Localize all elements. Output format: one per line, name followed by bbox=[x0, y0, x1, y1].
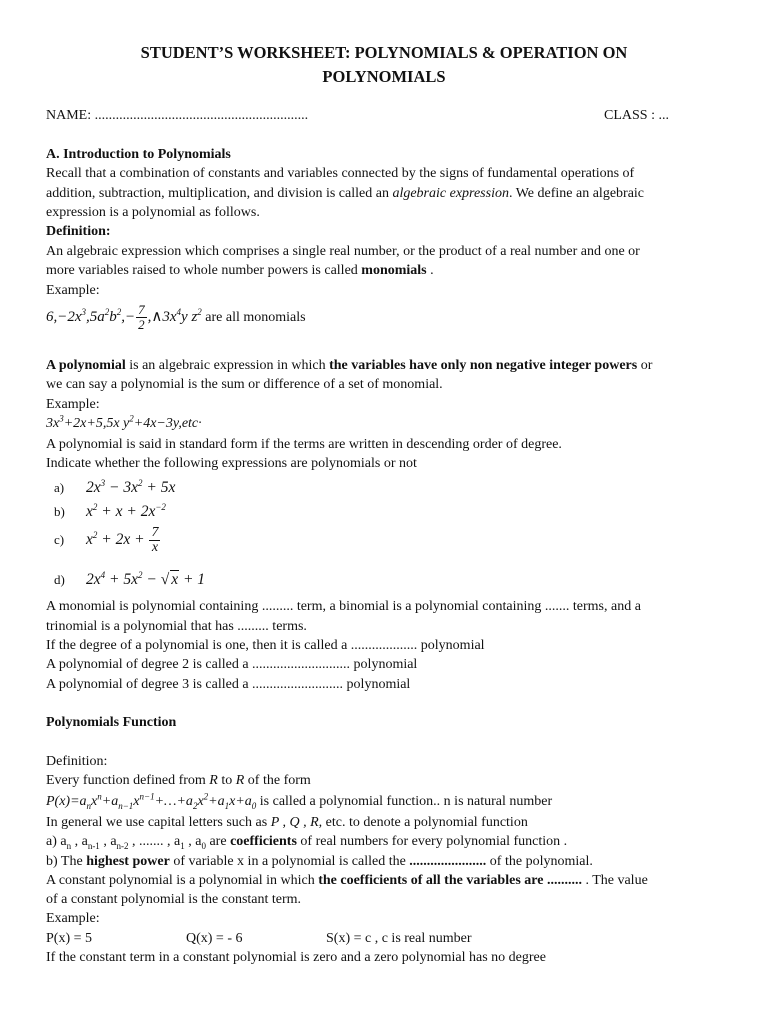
fill-in-text: trinomial is a polynomial that has ......... terms. bbox=[46, 619, 307, 634]
constant-example-q: Q(x) = - 6 bbox=[186, 931, 243, 946]
degree-text: b) The highest power of variable x in a polynomial is called the ...................... of the polynomial. bbox=[46, 854, 593, 869]
fill-in-text: A polynomial of degree 2 is called a ............................ polynomial bbox=[46, 657, 418, 672]
monomial-definition: more variables raised to whole number powers is called monomials . bbox=[46, 263, 434, 278]
polynomial-example: $3x^3+2x+5,5x$ $y^2+4x-3y,etc\cdot$ bbox=[46, 413, 202, 431]
polynomial-function-formula: $P(x)=a_nx^n+a_{n-1}x^{n-1}+\dots+a_2x^2+a_1x+a_0$ is called a polynomial function.. n is natural number bbox=[46, 791, 553, 811]
monomial-examples: $6,-2x^3,5a^2b^2,-$ $\frac{7}{2}$ $,\wedge 3x^4y$ $z^2$ are all monomials bbox=[46, 302, 306, 333]
fill-in-text: A polynomial of degree 3 is called a .......................... polynomial bbox=[46, 677, 411, 692]
polynomial-definition: we can say a polynomial is the sum or difference of a set of monomial. bbox=[46, 377, 443, 392]
function-notation-text: In general we use capital letters such as P , Q , R, etc. to denote a polynomial function bbox=[46, 815, 528, 830]
worksheet-title: STUDENT’S WORKSHEET: POLYNOMIALS & OPERATION ON bbox=[140, 43, 628, 62]
coefficients-text: a) $a_n$ , $a_{n-1}$ , $a_{n-2}$ , ....... , $a_1$ , $a_0$ are coefficients of real numbers for every polynomial function . bbox=[46, 834, 568, 851]
intro-text: addition, subtraction, multiplication, and division is called an algebraic expression. We define an algebraic bbox=[46, 186, 645, 201]
exercise-item: a) $2x^3 - 3x^2 + 5x$ bbox=[54, 477, 176, 496]
constant-polynomial-text: of a constant polynomial is the constant term. bbox=[46, 892, 302, 907]
example-label: Example: bbox=[46, 397, 100, 412]
worksheet-title-cont: POLYNOMIALS bbox=[322, 67, 446, 86]
function-definition: Every function defined from R to R of the form bbox=[46, 773, 311, 788]
fill-in-text: If the degree of a polynomial is one, then it is called a ................... polynomial bbox=[46, 638, 485, 653]
section-a-heading: A. Introduction to Polynomials bbox=[46, 147, 231, 162]
example-label: Example: bbox=[46, 911, 100, 926]
constant-example-p: P(x) = 5 bbox=[46, 931, 93, 946]
intro-text: Recall that a combination of constants and variables connected by the signs of fundamental operations of bbox=[46, 166, 635, 181]
exercise-item: c) $x^2 + 2x$ + $\frac{7}{x}$ bbox=[54, 525, 159, 555]
example-label: Example: bbox=[46, 283, 100, 298]
class-field: CLASS : ... bbox=[604, 108, 669, 123]
monomial-definition: An algebraic expression which comprises a single real number, or the product of a real number and one or bbox=[46, 244, 640, 259]
standard-form-text: A polynomial is said in standard form if the terms are written in descending order of degree. bbox=[46, 437, 562, 452]
constant-polynomial-text: A constant polynomial is a polynomial in which the coefficients of all the variables are .......... . The value bbox=[46, 873, 648, 888]
definition-heading: Definition: bbox=[46, 224, 111, 239]
zero-polynomial-text: If the constant term in a constant polynomial is zero and a zero polynomial has no degree bbox=[46, 950, 546, 965]
polynomial-definition: A polynomial is an algebraic expression in which the variables have only non negative integer powers or bbox=[46, 358, 653, 373]
exercise-item: b) $x^2 + x + 2x^{-2}$ bbox=[54, 501, 166, 520]
intro-text: expression is a polynomial as follows. bbox=[46, 205, 260, 220]
fill-in-text: A monomial is polynomial containing ......... term, a binomial is a polynomial containing ....... terms, and a bbox=[46, 599, 641, 614]
name-field: NAME: ............................................................. bbox=[46, 108, 309, 123]
constant-example-s: S(x) = c , c is real number bbox=[326, 931, 472, 946]
polynomial-function-heading: Polynomials Function bbox=[46, 715, 177, 730]
exercise-instruction: Indicate whether the following expressions are polynomials or not bbox=[46, 456, 417, 471]
definition-label: Definition: bbox=[46, 754, 108, 769]
exercise-item: d) $2x^4 + 5x^2$ − √ x + 1 bbox=[54, 569, 206, 588]
